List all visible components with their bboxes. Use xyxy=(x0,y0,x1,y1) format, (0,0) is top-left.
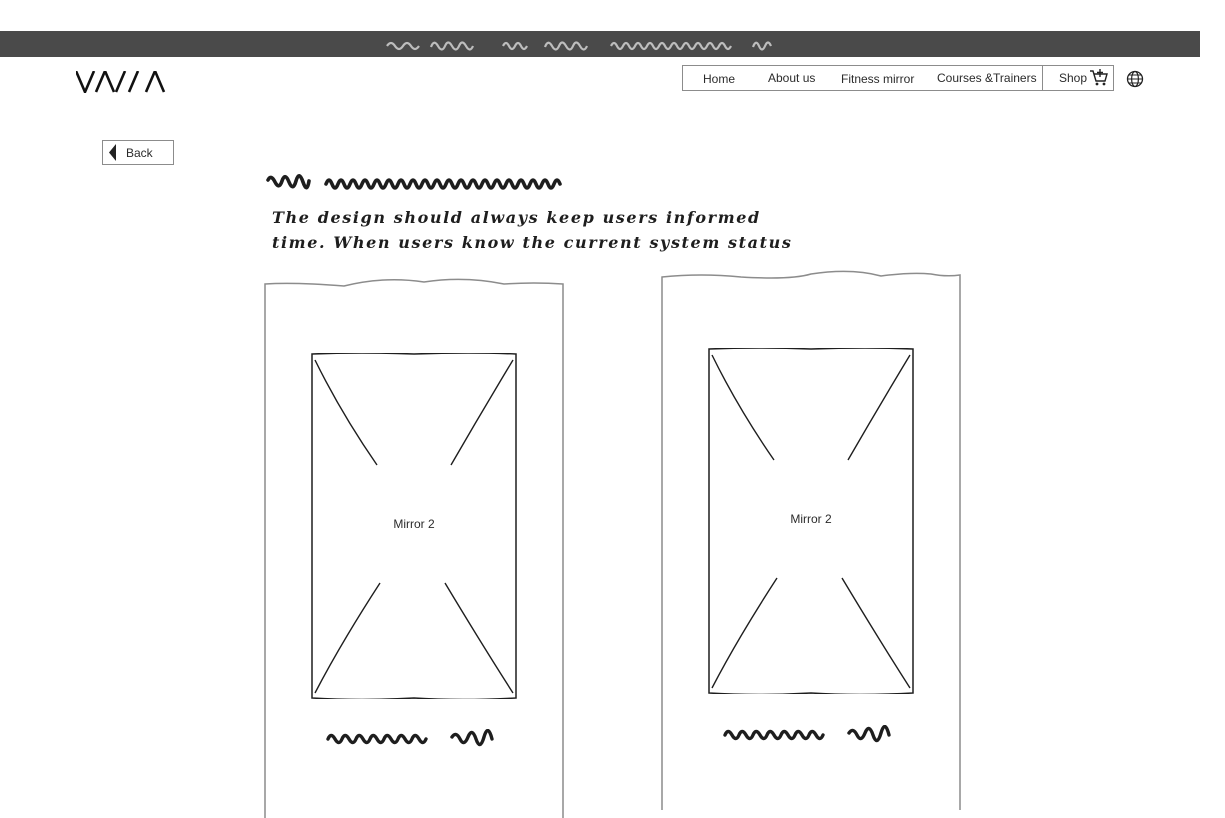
product-card[interactable] xyxy=(661,270,961,810)
nav-home[interactable]: Home xyxy=(703,72,736,86)
image-placeholder xyxy=(708,348,914,694)
card-caption-scribble xyxy=(723,725,893,743)
nav-shop[interactable] xyxy=(1042,65,1114,91)
shop-label: Shop xyxy=(1059,71,1088,85)
announcement-scribble xyxy=(385,37,780,51)
nav-courses-trainers[interactable]: Courses &Trainers xyxy=(937,71,1037,85)
cart-icon xyxy=(1089,68,1109,87)
product-card[interactable] xyxy=(264,278,564,818)
nav-about-us[interactable]: About us xyxy=(768,71,816,85)
nav-fitness-mirror[interactable]: Fitness mirror xyxy=(841,72,915,86)
back-label: Back xyxy=(126,146,153,160)
card-caption-scribble xyxy=(326,729,496,747)
image-placeholder xyxy=(311,353,517,699)
image-label: Mirror 2 xyxy=(790,512,832,526)
image-label: Mirror 2 xyxy=(393,517,435,531)
announcement-bar xyxy=(0,31,1200,57)
intro-line-2: time. When users know the current system status xyxy=(272,233,793,252)
globe-icon[interactable] xyxy=(1126,70,1144,88)
vaha-logo[interactable] xyxy=(76,71,176,93)
page-heading-scribble xyxy=(266,172,572,192)
back-button[interactable] xyxy=(102,140,174,165)
intro-line-1: The design should always keep users informed xyxy=(272,208,761,227)
caret-left-icon xyxy=(109,144,117,161)
